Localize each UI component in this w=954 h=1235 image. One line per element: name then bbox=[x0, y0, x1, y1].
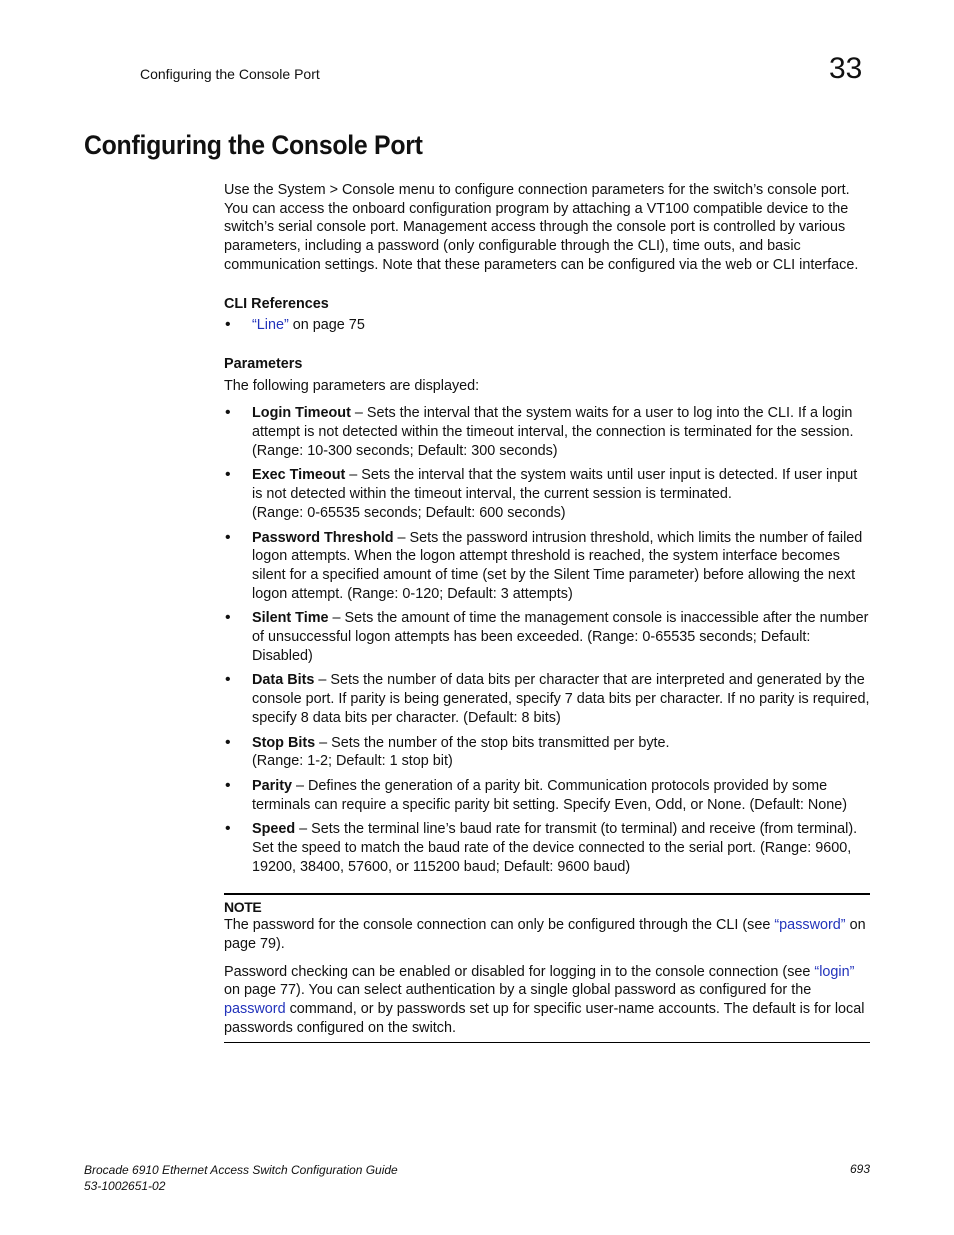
bullet-icon: • bbox=[225, 671, 231, 689]
param-term: Password Threshold bbox=[252, 529, 394, 546]
login-link[interactable]: “login” bbox=[814, 963, 855, 980]
note-label: NOTE bbox=[224, 898, 262, 915]
note-paragraph-2 bbox=[224, 963, 870, 1038]
param-speed bbox=[224, 820, 870, 876]
param-term: Data Bits bbox=[252, 672, 315, 689]
link-suffix: on page 75 bbox=[288, 317, 365, 334]
param-term: Silent Time bbox=[252, 610, 329, 627]
param-desc: – Sets the number of data bits per character that are interpreted and generated by the console port. If parity is being generated, specify 7 data bits per character. If no parity is required, specify 8 data bits per character. (Default: 8 bits) bbox=[252, 672, 870, 726]
param-term: Login Timeout bbox=[252, 405, 351, 422]
footer-guide-title: Brocade 6910 Ethernet Access Switch Configuration Guide bbox=[84, 1163, 398, 1177]
note-text: command, or by passwords set up for specific user-name accounts. The default is for local passwords configured on the switch. bbox=[224, 1001, 865, 1036]
bullet-icon: • bbox=[225, 609, 231, 627]
note-text: Password checking can be enabled or disabled for logging in to the console connection (see bbox=[224, 963, 815, 980]
running-header-title: Configuring the Console Port bbox=[140, 66, 320, 82]
param-silent-time bbox=[224, 609, 870, 665]
parameters-intro: The following parameters are displayed: bbox=[224, 377, 480, 394]
chapter-number: 33 bbox=[829, 52, 863, 85]
note-text: on page 77). You can select authentication by a single global password as configured for the bbox=[224, 982, 812, 999]
cli-references-list bbox=[224, 316, 870, 335]
param-term: Parity bbox=[252, 777, 292, 794]
param-range: (Range: 0-65535 seconds; Default: 600 seconds) bbox=[252, 504, 566, 521]
param-desc: – Sets the number of the stop bits transmitted per byte. bbox=[315, 734, 670, 751]
bullet-icon: • bbox=[225, 466, 231, 484]
footer-guide-info bbox=[84, 1162, 398, 1194]
param-exec-timeout bbox=[224, 466, 870, 522]
bullet-icon: • bbox=[225, 404, 231, 422]
main-content bbox=[224, 181, 870, 1043]
bullet-icon: • bbox=[225, 776, 231, 794]
note-text: on page 79). bbox=[224, 917, 866, 952]
password-command-link[interactable]: password bbox=[224, 1001, 286, 1018]
param-parity bbox=[224, 777, 870, 814]
param-desc: – Sets the interval that the system waits for a user to log into the CLI. If a login attempt is not detected within the timeout interval, the connection is terminated for the session. (Range: 10-300 seconds; Default: 300 seconds) bbox=[252, 405, 854, 459]
param-range: (Range: 1-2; Default: 1 stop bit) bbox=[252, 753, 453, 770]
param-password-threshold bbox=[224, 529, 870, 604]
param-stop-bits bbox=[224, 734, 870, 771]
bullet-icon: • bbox=[225, 528, 231, 546]
line-link[interactable]: “Line” bbox=[252, 317, 289, 334]
parameters-heading: Parameters bbox=[224, 355, 303, 372]
bullet-icon: • bbox=[225, 316, 231, 334]
note-text: The password for the console connection can only be configured through the CLI (see bbox=[224, 917, 775, 934]
param-term: Stop Bits bbox=[252, 734, 316, 751]
param-term: Exec Timeout bbox=[252, 467, 346, 484]
param-desc: – Sets the amount of time the management console is inaccessible after the number of unsuccessful logon attempts has been exceeded. (Range: 0-65535 seconds; Default: Disabled) bbox=[252, 610, 869, 664]
footer-doc-number: 53-1002651-02 bbox=[84, 1179, 166, 1193]
note-box bbox=[224, 893, 870, 1044]
param-desc: – Sets the password intrusion threshold, which limits the number of failed logon attempts. When the logon attempt threshold is reached, the system interface becomes silent for a specified amount of time (set by the Silent Time parameter) before allowing the next logon attempt. (Range: 0-120; Default: 3 attempts) bbox=[252, 529, 863, 602]
param-desc: – Sets the terminal line’s baud rate for transmit (to terminal) and receive (from terminal). Set the speed to match the baud rate of the device connected to the serial port. (Range: 9600, 19200, 38400, 57600, or 115200 baud; Default: 9600 baud) bbox=[252, 821, 858, 875]
param-data-bits bbox=[224, 671, 870, 727]
param-login-timeout bbox=[224, 404, 870, 460]
password-link[interactable]: “password” bbox=[774, 917, 846, 934]
cli-references-heading: CLI References bbox=[224, 295, 329, 312]
list-item bbox=[224, 316, 870, 335]
bullet-icon: • bbox=[225, 733, 231, 751]
param-desc: – Sets the interval that the system waits until user input is detected. If user input is not detected within the timeout interval, the current session is terminated. bbox=[252, 467, 858, 503]
param-term: Speed bbox=[252, 821, 296, 838]
param-desc: – Defines the generation of a parity bit. Communication protocols provided by some terminals can require a specific parity bit setting. Specify Even, Odd, or None. (Default: None) bbox=[252, 777, 848, 813]
parameters-list bbox=[224, 404, 870, 876]
note-paragraph-1 bbox=[224, 916, 870, 953]
page-title: Configuring the Console Port bbox=[84, 130, 423, 160]
footer-page-number: 693 bbox=[850, 1162, 871, 1176]
bullet-icon: • bbox=[225, 820, 231, 838]
intro-paragraph: Use the System > Console menu to configure connection parameters for the switch’s console port. You can access the onboard configuration program by attaching a VT100 compatible device to the switch’s serial console port. Management access through the console port is controlled by various parameters, including a password (only configurable through the CLI), time outs, and basic communication settings. Note that these parameters can be configured via the web or CLI interface. bbox=[224, 182, 859, 273]
